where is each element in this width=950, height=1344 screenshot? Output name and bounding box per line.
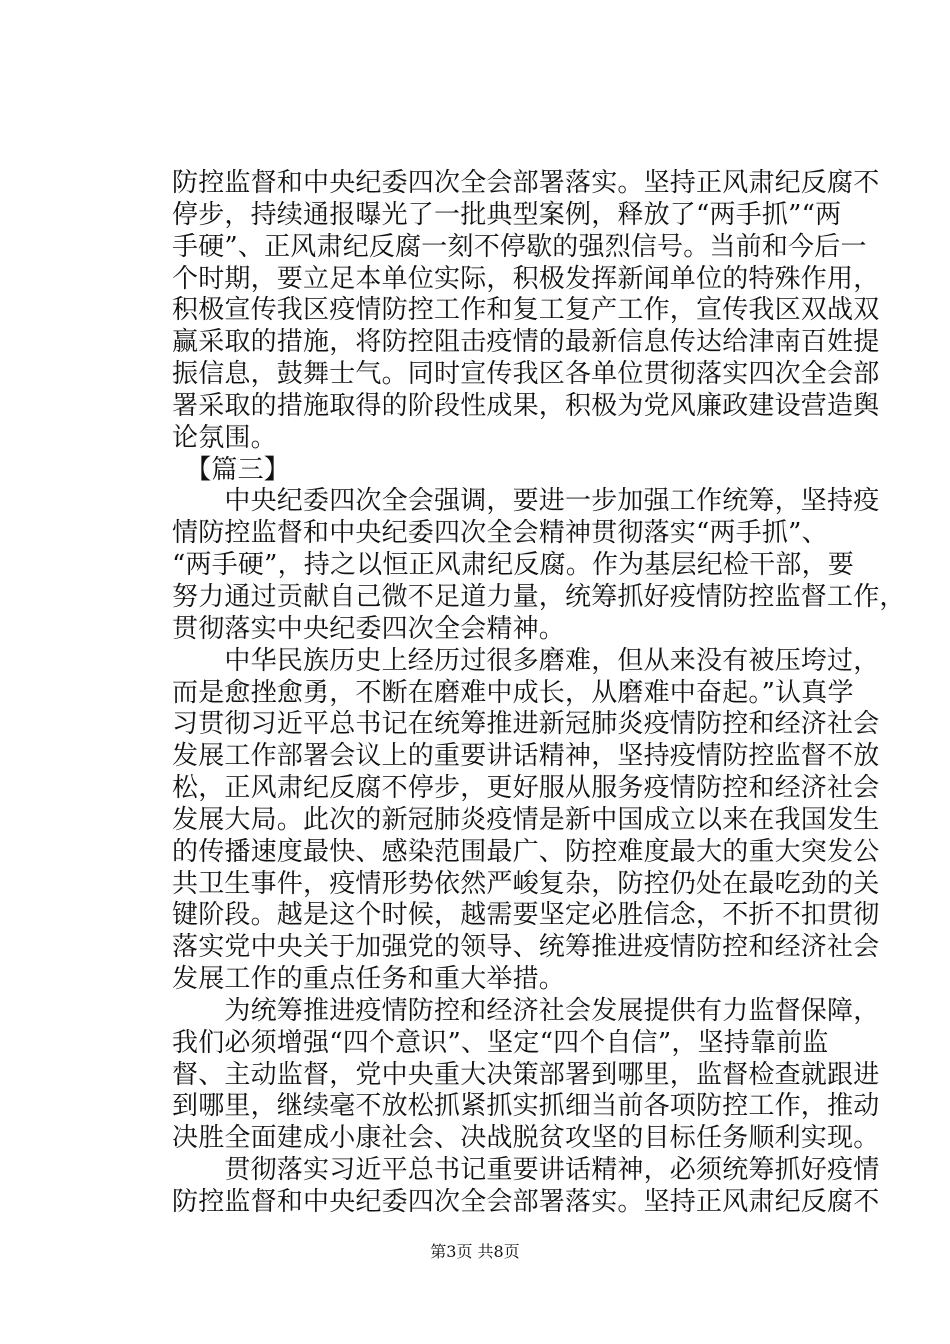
text-line: 发展大局。此次的新冠肺炎疫情是新中国成立以来在我国发生 — [172, 804, 880, 835]
text-line: 手硬”、正风肃纪反腐一刻不停歇的强烈信号。当前和今后一 — [172, 231, 867, 262]
text-line: 键阶段。越是这个时候，越需要坚定必胜信念，不折不扣贯彻 — [172, 900, 880, 931]
text-line: 决胜全面建成小康社会、决战脱贫攻坚的目标任务顺利实现。 — [172, 1123, 880, 1154]
text-line: 中央纪委四次全会强调，要进一步加强工作统筹，坚持疫 — [172, 486, 880, 517]
text-line: 发展工作部署会议上的重要讲话精神，坚持疫情防控监督不放 — [172, 741, 880, 772]
text-line: 论氛围。 — [172, 422, 277, 453]
text-line: 的传播速度最快、感染范围最广、防控难度最大的重大突发公 — [172, 836, 880, 867]
text-line: 督、主动监督，党中央重大决策部署到哪里，监督检查就跟进 — [172, 1059, 880, 1090]
text-line: 习贯彻习近平总书记在统筹推进新冠肺炎疫情防控和经济社会 — [172, 709, 880, 740]
page-number-label: 第3页 共8页 — [430, 1242, 520, 1261]
text-line: 防控监督和中央纪委四次全会部署落实。坚持正风肃纪反腐不 — [172, 1187, 880, 1217]
text-line: 努力通过贡献自己微不足道力量，统筹抓好疫情防控监督工作， — [172, 581, 906, 612]
text-line: 积极宣传我区疫情防控工作和复工复产工作，宣传我区双战双 — [172, 295, 880, 326]
body-text — [172, 168, 906, 1219]
text-line: 而是愈挫愈勇，不断在磨难中成长，从磨难中奋起。”认真学 — [172, 677, 854, 708]
text-line: 松，正风肃纪反腐不停步，更好服从服务疫情防控和经济社会 — [172, 773, 880, 804]
text-line: 共卫生事件，疫情形势依然严峻复杂，防控仍处在最吃劲的关 — [172, 868, 880, 899]
text-line: 到哪里，继续毫不放松抓紧抓实抓细当前各项防控工作，推动 — [172, 1091, 880, 1122]
section-heading: 【篇三】 — [172, 454, 291, 485]
text-line: 停步，持续通报曝光了一批典型案例，释放了“两手抓”“两 — [172, 199, 842, 230]
text-line: 我们必须增强“四个意识”、坚定“四个自信”，坚持靠前监 — [172, 1027, 829, 1058]
text-line: 防控监督和中央纪委四次全会部署落实。坚持正风肃纪反腐不 — [172, 168, 880, 198]
text-line: 落实党中央关于加强党的领导、统筹推进疫情防控和经济社会 — [172, 932, 880, 963]
text-line: 署采取的措施取得的阶段性成果，积极为党风廉政建设营造舆 — [172, 390, 880, 421]
text-line: 情防控监督和中央纪委四次全会精神贯彻落实“两手抓”、 — [172, 518, 828, 549]
text-line: 赢采取的措施，将防控阻击疫情的最新信息传达给津南百姓提 — [172, 327, 880, 358]
text-line: “两手硬”，持之以恒正风肃纪反腐。作为基层纪检干部，要 — [172, 550, 854, 581]
page-footer — [0, 1242, 950, 1262]
text-line: 为统筹推进疫情防控和经济社会发展提供有力监督保障， — [172, 995, 880, 1026]
text-line: 振信息，鼓舞士气。同时宣传我区各单位贯彻落实四次全会部 — [172, 359, 880, 390]
text-line: 发展工作的重点任务和重大举措。 — [172, 964, 566, 995]
text-line: 中华民族历史上经历过很多磨难，但从来没有被压垮过， — [172, 645, 880, 676]
text-line: 贯彻落实习近平总书记重要讲话精神，必须统筹抓好疫情 — [172, 1155, 880, 1186]
text-line: 贯彻落实中央纪委四次全会精神。 — [172, 613, 566, 644]
text-line: 个时期，要立足本单位实际，积极发挥新闻单位的特殊作用， — [172, 263, 880, 294]
